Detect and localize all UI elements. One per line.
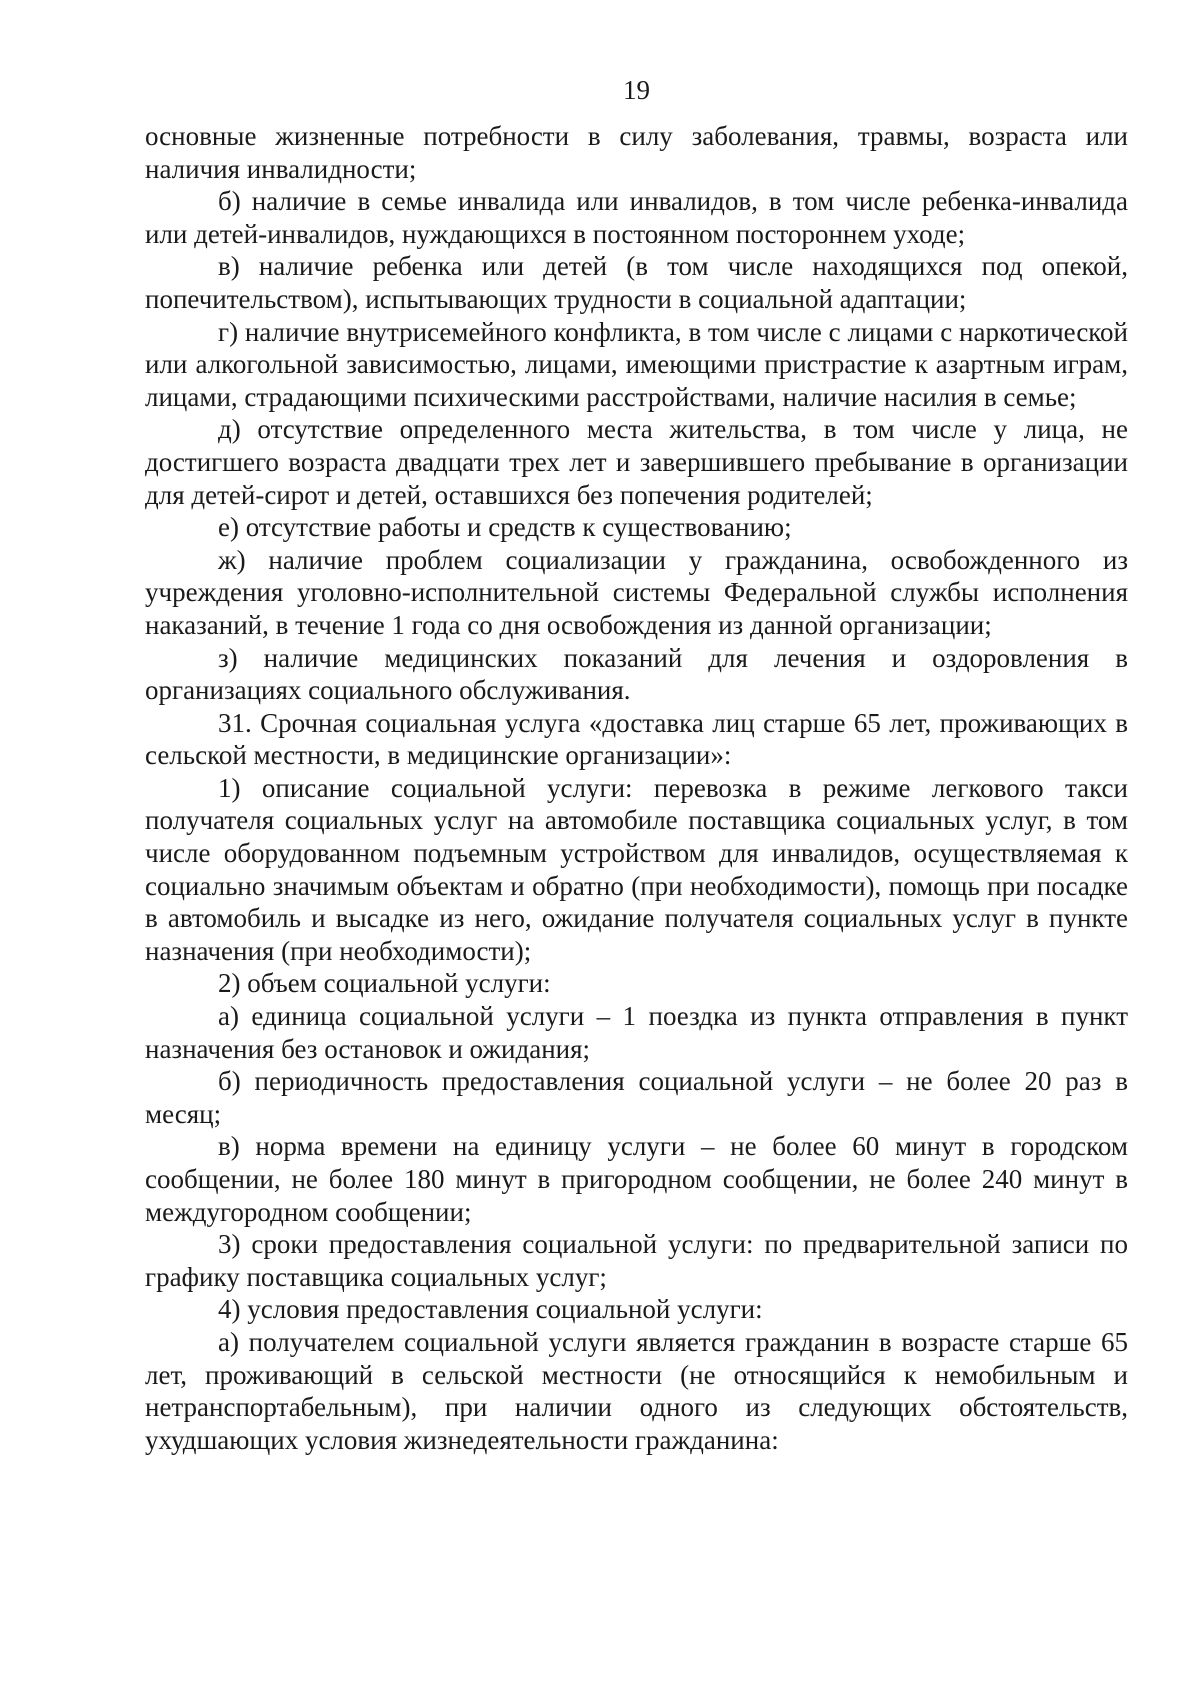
document-page (145, 70, 1128, 1456)
paragraph-item-zh-socialization: ж) наличие проблем социализации у гражданина, освобожденного из учреждения уголовно-исполнительной системы Федеральной службы исполнения наказаний, в течение 1 года со дня освобождения из данной организации; (145, 544, 1128, 640)
paragraph-volume-b-frequency: б) периодичность предоставления социальной услуги – не более 20 раз в месяц; (145, 1066, 1128, 1129)
paragraph-4-service-conditions: 4) условия предоставления социальной услуги: (218, 1294, 763, 1325)
page-number: 19 (623, 75, 650, 105)
paragraph-item-e-no-work: е) отсутствие работы и средств к существованию; (218, 512, 792, 543)
paragraph-section-31: 31. Срочная социальная услуга «доставка лиц старше 65 лет, проживающих в сельской местности, в медицинские организации»: (145, 707, 1128, 771)
paragraph-volume-a-unit: а) единица социальной услуги – 1 поездка из пункта отправления в пункт назначения без остановок и ожидания; (145, 1001, 1128, 1064)
paragraph-3-service-terms: 3) сроки предоставления социальной услуги: по предварительной записи по графику поставщика социальных услуг; (145, 1229, 1128, 1292)
paragraph-item-d-no-residence: д) отсутствие определенного места жительства, в том числе у лица, не достигшего возраста двадцати трех лет и завершившего пребывание в организации для детей-сирот и детей, оставшихся без попечения родителей; (145, 414, 1128, 510)
paragraph-conditions-a-recipient: а) получателем социальной услуги является гражданин в возрасте старше 65 лет, проживающий в сельской местности (не относящийся к немобильным и нетранспортабельным), при наличии одного из следующих обстоятельств, ухудшающих условия жизнедеятельности гражданина: (145, 1326, 1128, 1455)
paragraph-item-g-family-conflict: г) наличие внутрисемейного конфликта, в том числе с лицами с наркотической или алкогольной зависимостью, лицами, имеющими пристрастие к азартным играм, лицами, страдающими психическими расстройствами, наличие насилия в семье; (145, 316, 1128, 412)
paragraph-2-service-volume: 2) объем социальной услуги: (218, 968, 551, 999)
paragraph-item-b-disabled-in-family: б) наличие в семье инвалида или инвалидов, в том числе ребенка-инвалида или детей-инвалидов, нуждающихся в постоянном постороннем уходе; (145, 186, 1128, 249)
paragraph-item-z-medical-indications: з) наличие медицинских показаний для лечения и оздоровления в организациях социального обслуживания. (145, 642, 1128, 706)
paragraph-volume-v-time-norm: в) норма времени на единицу услуги – не более 60 минут в городском сообщении, не более 180 минут в пригородном сообщении, не более 240 минут в междугородном сообщении; (145, 1131, 1128, 1227)
paragraph-item-v-child-adaptation: в) наличие ребенка или детей (в том числе находящихся под опекой, попечительством), испытывающих трудности в социальной адаптации; (145, 251, 1128, 314)
paragraph-continuation: основные жизненные потребности в силу заболевания, травмы, возраста или наличия инвалидности; (145, 121, 1128, 184)
paragraph-1-service-description: 1) описание социальной услуги: перевозка в режиме легкового такси получателя социальных услуг на автомобиле поставщика социальных услуг, в том числе оборудованном подъемным устройством для инвалидов, осуществляемая к социально значимым объектам и обратно (при необходимости), помощь при посадке в автомобиль и высадке из него, ожидание получателя социальных услуг в пункте назначения (при необходимости); (145, 772, 1128, 966)
